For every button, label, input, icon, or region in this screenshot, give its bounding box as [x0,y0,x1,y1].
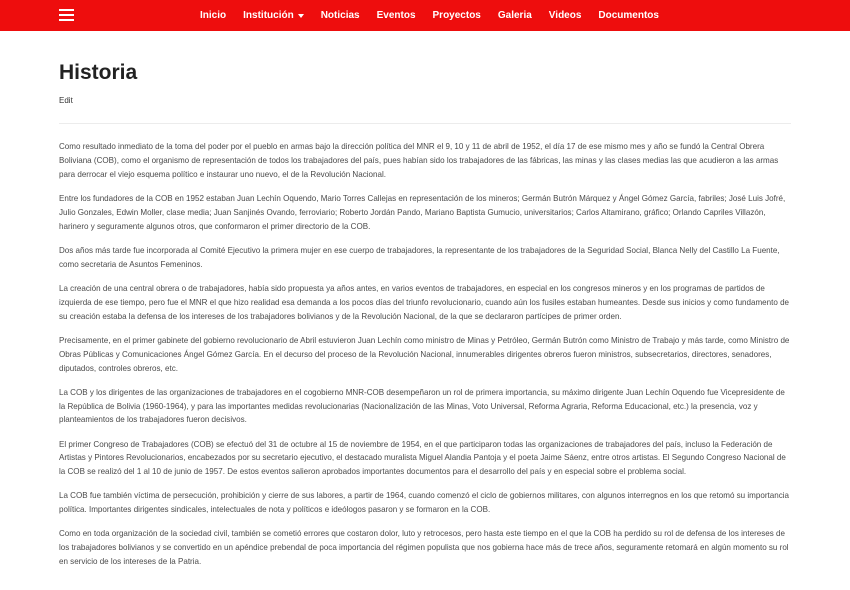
nav-item-label: Documentos [598,10,659,21]
nav-item-label: Videos [548,10,582,21]
nav-item-label: Proyectos [432,10,481,21]
article-body [59,140,792,579]
page-title: Historia [59,61,138,84]
article-paragraph: Como en toda organización de la sociedad civil, también se cometió errores que costaron dolor, luto y retrocesos, pero hasta este tiempo en el que la COB ha perdido su rol de defensa de los intereses de los trabajadores bolivianos y se convertido en un apéndice prebendal de poca importancia del régimen populista que nos gobierna hace más de trece años, seguramente retomará en algún momento su rol en servicio de los intereses de la Patria. [59,529,789,567]
nav-item-institucion[interactable] [243,10,304,21]
nav-item-inicio[interactable] [200,10,226,21]
nav-item-label: Inicio [200,10,227,21]
article-paragraph: La COB fue también víctima de persecución, prohibición y cierre de sus labores, a partir de 1964, cuando comenzó el ciclo de gobiernos militares, con algunos interregnos en los que retomó su importancia política. Importantes dirigentes sindicales, intelectuales de nota y políticos e ideólogos pasaron y se formaron en la COB. [59,491,789,515]
nav-item-proyectos[interactable] [433,10,481,21]
nav-item-galeria[interactable] [498,10,532,21]
article-paragraph: La creación de una central obrera o de trabajadores, había sido propuesta ya años antes, en varios eventos de trabajadores, en especial en los congresos mineros y en los programas de partidos de izquierda de ese tiempo, pero fue el MNR el que hizo realidad esa demanda a los pocos días del triunfo revolucionario, cuando aún los fusiles estaban humeantes. Desde sus inicios y como fundamento de su creación estaba la defensa de los intereses de los trabajadores bolivianos y de la Revolución Nacional, de la que se declararon partícipes de primer orden. [59,283,790,321]
article-paragraph: El primer Congreso de Trabajadores (COB) se efectuó del 31 de octubre al 15 de noviembre de 1954, en el que participaron todas las organizaciones de trabajadores del país, incluso la Federación de Artistas y Pintores Revolucionarios, encabezados por su secretario ejecutivo, el destacado muralista Miguel Alandia Pantoja y el poeta Jaime Sáenz, entre otros artistas. El Segundo Congreso Nacional de la COB se realizó del 1 al 10 de junio de 1957. De estos eventos salieron aprobados importantes documentos para el desarrollo del país y en especial sobre el problema social. [59,439,786,477]
nav-item-label: Eventos [376,10,416,21]
chevron-down-icon [298,14,304,18]
divider [59,123,791,124]
nav-item-documentos[interactable] [598,10,659,21]
top-navigation-bar [0,0,850,31]
article-paragraph: Entre los fundadores de la COB en 1952 estaban Juan Lechín Oquendo, Mario Torres Callejas en representación de los mineros; Germán Butrón Márquez y Ángel Gómez García, fabriles; José Luis Jofré, Julio Gonzales, Edwin Moller, clase media; Juan Sanjinés Ovando, ferroviario; Roberto Jordán Pando, Mariano Baptista Gumucio, universitarios; Carlos Altamirano, gráfico; Orlando Capriles Villazón, harinero y seguramente algunos otros, que conformaron el primer directorio de la COB. [59,193,786,231]
nav-item-label: Noticias [320,10,360,21]
nav-item-noticias[interactable] [321,10,360,21]
nav-item-videos[interactable] [549,10,582,21]
nav-item-eventos[interactable] [377,10,416,21]
article-paragraph: Como resultado inmediato de la toma del poder por el pueblo en armas bajo la dirección política del MNR el 9, 10 y 11 de abril de 1952, el día 17 de ese mismo mes y año se fundó la Central Obrera Boliviana (COB), como el organismo de representación de todos los trabajadores del país, pues habían sido los trabajadores de las fábricas, las minas y las clases medias las que acudieron a las armas para derrocar el viejo esquema político e instaurar uno nuevo, el de la Revolución Nacional. [59,142,779,179]
nav-item-label: Institución [243,10,294,21]
nav-item-label: Galeria [497,10,532,21]
article-paragraph: La COB y los dirigentes de las organizaciones de trabajadores en el cogobierno MNR-COB desempeñaron un rol de primera importancia, su máximo dirigente Juan Lechín Oquendo fue Vicepresidente de la República de Bolivia (1960-1964), y para las importantes medidas revolucionarias (Nacionalización de las Minas, Voto Universal, Reforma Agraria, Reforma Educacional, etc.) la presencia, voz y planteamientos de los trabajadores fueron decisivos. [59,387,785,425]
edit-link[interactable]: Edit [59,96,73,105]
article-paragraph: Precisamente, en el primer gabinete del gobierno revolucionario de Abril estuvieron Juan Lechín como ministro de Minas y Petróleo, Germán Butrón como Ministro de Trabajo y más tarde, como Ministro de Obras Públicas y Comunicaciones Ángel Gómez García. En el decurso del proceso de la Revolución Nacional, innumerables dirigentes obreros fueron ministros, subsecretarios, directores, senadores, diputados, controles obreros, etc. [59,335,790,373]
main-nav [0,0,850,31]
article-paragraph: Dos años más tarde fue incorporada al Comité Ejecutivo la primera mujer en ese cuerpo de trabajadores, la representante de los trabajadores de la Seguridad Social, Blanca Nelly del Castillo La Fuente, como secretaria de Asuntos Femeninos. [59,245,780,269]
